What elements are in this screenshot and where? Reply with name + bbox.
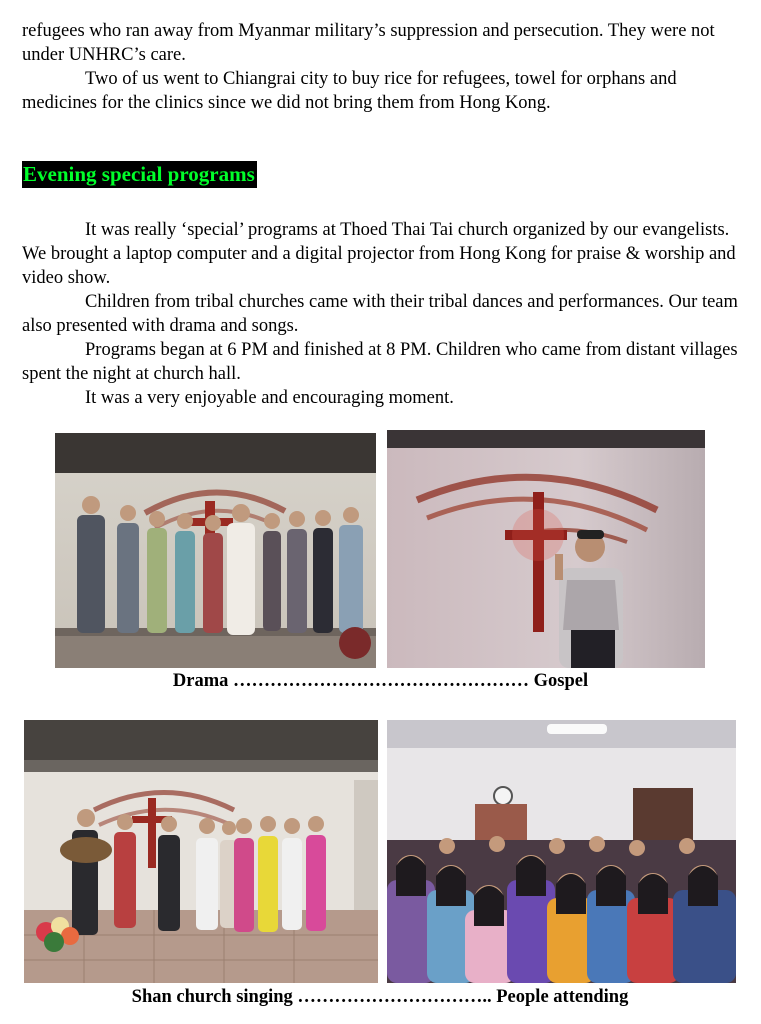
paragraph-special-programs: It was really ‘special’ programs at Thoed Thai Tai church organized by our evangelists. We brought a laptop computer and a digital projector from Hong Kong for praise & worship and video show. [22,220,736,288]
gospel-photo-image [387,430,705,668]
paragraph-program-times: Programs began at 6 PM and finished at 8 PM. Children who came from distant villages spent the night at church hall. [22,340,738,384]
people-attending-photo-image [387,720,736,983]
caption-shan-people: Shan church singing ………………………….. People attending [131,987,629,1007]
paragraph-refugees: refugees who ran away from Myanmar military’s suppression and persecution. They were not under UNHRC’s care. [22,21,715,65]
shan-church-singing-photo [24,720,378,983]
shan-church-singing-photo-image [24,720,378,983]
section-heading: Evening special programs [23,162,255,186]
caption-drama-gospel: Drama ………………………………………… Gospel [172,671,589,691]
paragraph-enjoyable: It was a very enjoyable and encouraging moment. [85,388,454,408]
gospel-photo [387,430,705,668]
paragraph-tribal-dances: Children from tribal churches came with their tribal dances and performances. Our team also presented with drama and songs. [22,292,738,336]
drama-photo-image [55,433,376,668]
people-attending-photo [387,720,736,983]
drama-photo [55,433,376,668]
paragraph-chiangrai: Two of us went to Chiangrai city to buy rice for refugees, towel for orphans and medicines for the clinics since we did not bring them from Hong Kong. [22,69,677,113]
